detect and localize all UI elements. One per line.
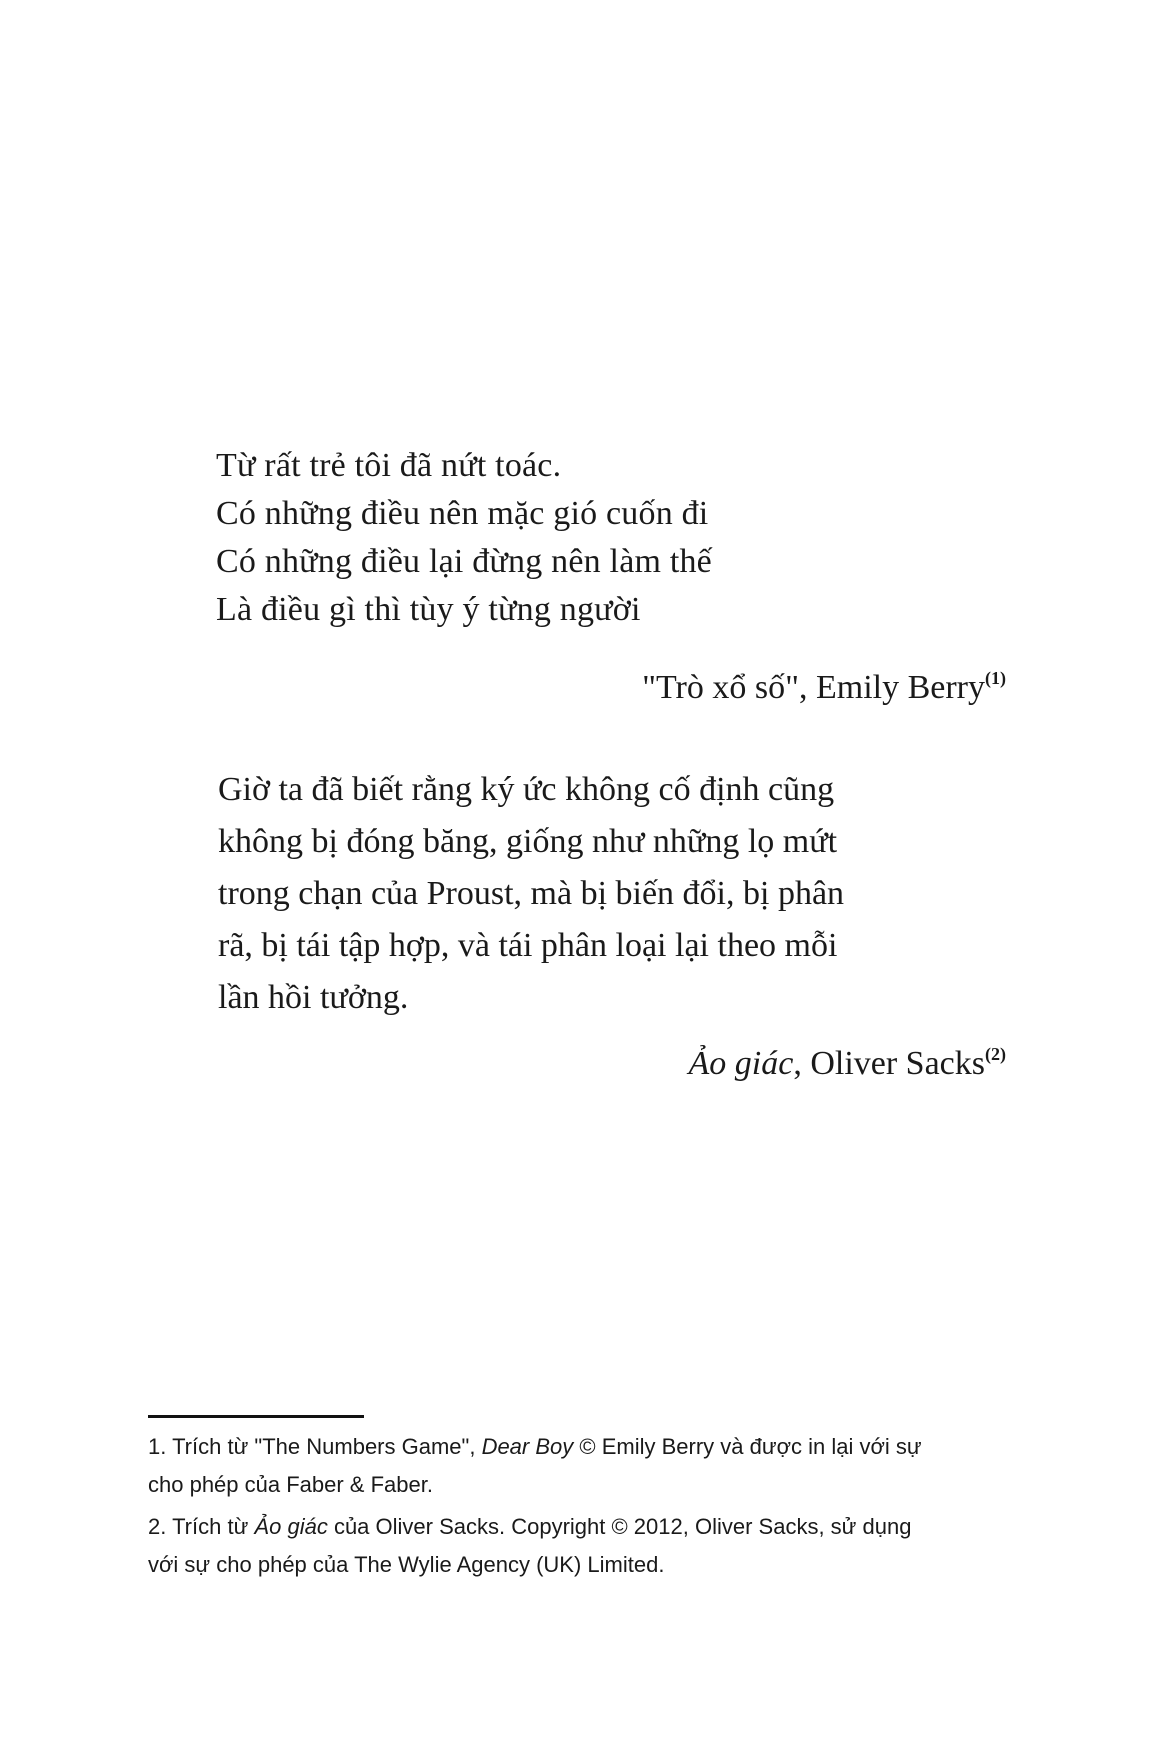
poem-line: Có những điều nên mặc gió cuốn đi xyxy=(216,495,709,532)
epigraph-poem xyxy=(216,442,1016,634)
footnote-2-italic: Ảo giác xyxy=(254,1514,328,1539)
footnote-ref-2: (2) xyxy=(985,1044,1006,1064)
footnote-2-text-a: 2. Trích từ xyxy=(148,1514,255,1539)
poem-attribution-text: "Trò xổ số", Emily Berry xyxy=(642,669,985,706)
footnote-1-italic: Dear Boy xyxy=(481,1434,574,1459)
footnote-2-line-1 xyxy=(148,1508,1018,1546)
footnote-1-text-b: © Emily Berry và được in lại với sự xyxy=(573,1434,922,1459)
epigraph-quote xyxy=(218,764,998,1024)
footnote-ref-1: (1) xyxy=(985,668,1006,688)
footnote-1-line-2: cho phép của Faber & Faber. xyxy=(148,1472,433,1497)
poem-line: Có những điều lại đừng nên làm thế xyxy=(216,543,712,580)
quote-line: Giờ ta đã biết rằng ký ức không cố định cũng xyxy=(218,771,835,808)
footnotes xyxy=(148,1428,1018,1584)
footnote-1-line-1 xyxy=(148,1428,1018,1466)
quote-line: trong chạn của Proust, mà bị biến đổi, bị phân xyxy=(218,875,845,912)
poem-line: Là điều gì thì tùy ý từng người xyxy=(216,591,641,628)
quote-line: rã, bị tái tập hợp, và tái phân loại lại theo mỗi xyxy=(218,927,838,964)
footnote-2-line-2: với sự cho phép của The Wylie Agency (UK) Limited. xyxy=(148,1552,665,1577)
poem-line: Từ rất trẻ tôi đã nứt toác. xyxy=(216,447,562,484)
quote-attribution-title: Ảo giác xyxy=(688,1045,794,1082)
quote-line: không bị đóng băng, giống như những lọ mứt xyxy=(218,823,838,860)
quote-attribution-author: , Oliver Sacks xyxy=(793,1045,985,1082)
quote-line: lần hồi tưởng. xyxy=(218,979,409,1016)
footnote-2-text-b: của Oliver Sacks. Copyright © 2012, Oliver Sacks, sử dụng xyxy=(327,1514,912,1539)
footnote-1-text-a: 1. Trích từ "The Numbers Game", xyxy=(148,1434,482,1459)
quote-attribution xyxy=(689,1040,1007,1088)
footnote-divider xyxy=(148,1415,364,1418)
poem-attribution xyxy=(642,664,1006,712)
